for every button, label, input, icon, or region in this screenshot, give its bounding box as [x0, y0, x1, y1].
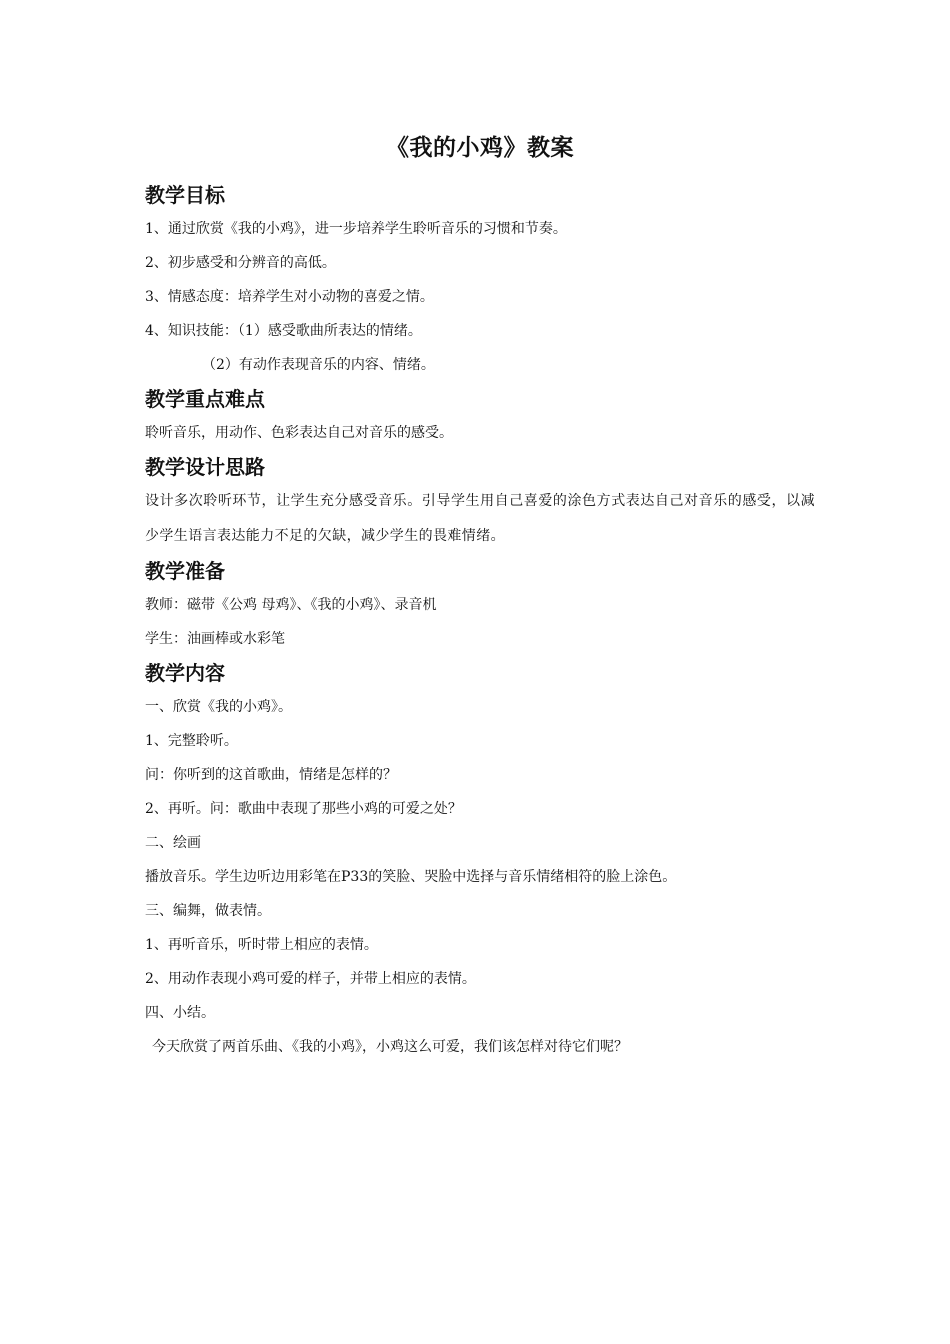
section-design-approach — [145, 450, 815, 554]
content-line: 2、再听。问：歌曲中表现了那些小鸡的可爱之处？ — [145, 801, 462, 817]
content-line: 问：你听到的这首歌曲，情绪是怎样的？ — [145, 767, 397, 783]
goal-line: 4、知识技能：（1）感受歌曲所表达的情绪。 — [145, 323, 422, 339]
section-heading: 教学准备 — [145, 559, 225, 583]
content-line: 二、绘画 — [145, 835, 201, 851]
section-key-points — [145, 382, 815, 450]
goal-line: （2）有动作表现音乐的内容、情绪。 — [202, 357, 435, 373]
design-paragraph: 设计多次聆听环节，让学生充分感受音乐。引导学生用自己喜爱的涂色方式表达自己对音乐的感受，以减少学生语言表达能力不足的欠缺，减少学生的畏难情绪。 — [145, 493, 815, 544]
content-line: 一、欣赏《我的小鸡》。 — [145, 699, 292, 715]
content-line: 今天欣赏了两首乐曲、《我的小鸡》，小鸡这么可爱，我们该怎样对待它们呢？ — [152, 1039, 628, 1055]
content-line: 四、小结。 — [145, 1005, 215, 1021]
section-heading: 教学目标 — [145, 183, 225, 207]
document-body — [145, 128, 815, 1064]
goal-line: 2、初步感受和分辨音的高低。 — [145, 255, 336, 271]
content-line: 三、编舞，做表情。 — [145, 903, 271, 919]
key-point-line: 聆听音乐，用动作、色彩表达自己对音乐的感受。 — [145, 425, 453, 441]
preparation-line: 教师：磁带《公鸡 母鸡》、《我的小鸡》、录音机 — [145, 597, 437, 613]
content-line: 2、用动作表现小鸡可爱的样子，并带上相应的表情。 — [145, 971, 476, 987]
section-heading: 教学重点难点 — [145, 387, 265, 411]
goal-line: 3、情感态度：培养学生对小动物的喜爱之情。 — [145, 289, 434, 305]
goal-line: 1、通过欣赏《我的小鸡》，进一步培养学生聆听音乐的习惯和节奏。 — [145, 221, 567, 237]
content-line: 1、完整聆听。 — [145, 733, 238, 749]
section-heading: 教学内容 — [145, 661, 225, 685]
section-preparation — [145, 554, 815, 656]
document-title: 《我的小鸡》教案 — [386, 135, 574, 161]
content-line: 1、再听音乐，听时带上相应的表情。 — [145, 937, 378, 953]
section-heading: 教学设计思路 — [145, 455, 265, 479]
section-teaching-content — [145, 656, 815, 1064]
section-teaching-goals — [145, 178, 815, 382]
content-line: 播放音乐。学生边听边用彩笔在P33的笑脸、哭脸中选择与音乐情绪相符的脸上涂色。 — [145, 869, 677, 885]
preparation-line: 学生：油画棒或水彩笔 — [145, 631, 285, 647]
